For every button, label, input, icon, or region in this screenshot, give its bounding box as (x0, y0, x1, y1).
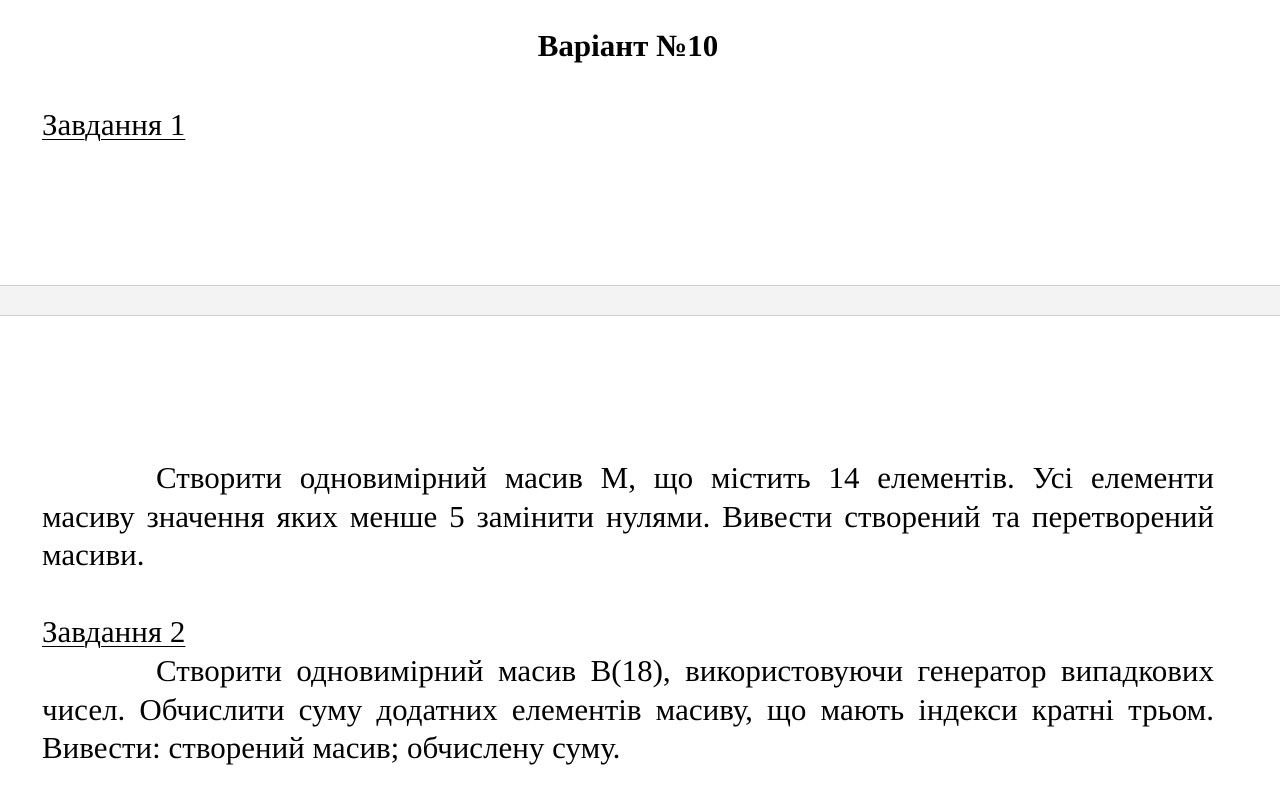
task-1-heading: Завдання 1 (42, 107, 186, 142)
page-break (0, 285, 1280, 316)
variant-title: Варіант №10 (537, 28, 719, 63)
task-2-text: Створити одновимірний масив B(18), використовуючи генератор випадкових чисел. Обчислити суму додатних елементів масиву, що мають індекси кратні трьом. Вивести: створений масив; обчислену суму. (42, 653, 1214, 765)
task-1-text: Створити одновимірний масив M, що містить 14 елементів. Усі елементи масиву значення яких менше 5 замінити нулями. Вивести створений та перетворений масиви. (42, 460, 1214, 572)
task-2-heading: Завдання 2 (42, 614, 186, 649)
